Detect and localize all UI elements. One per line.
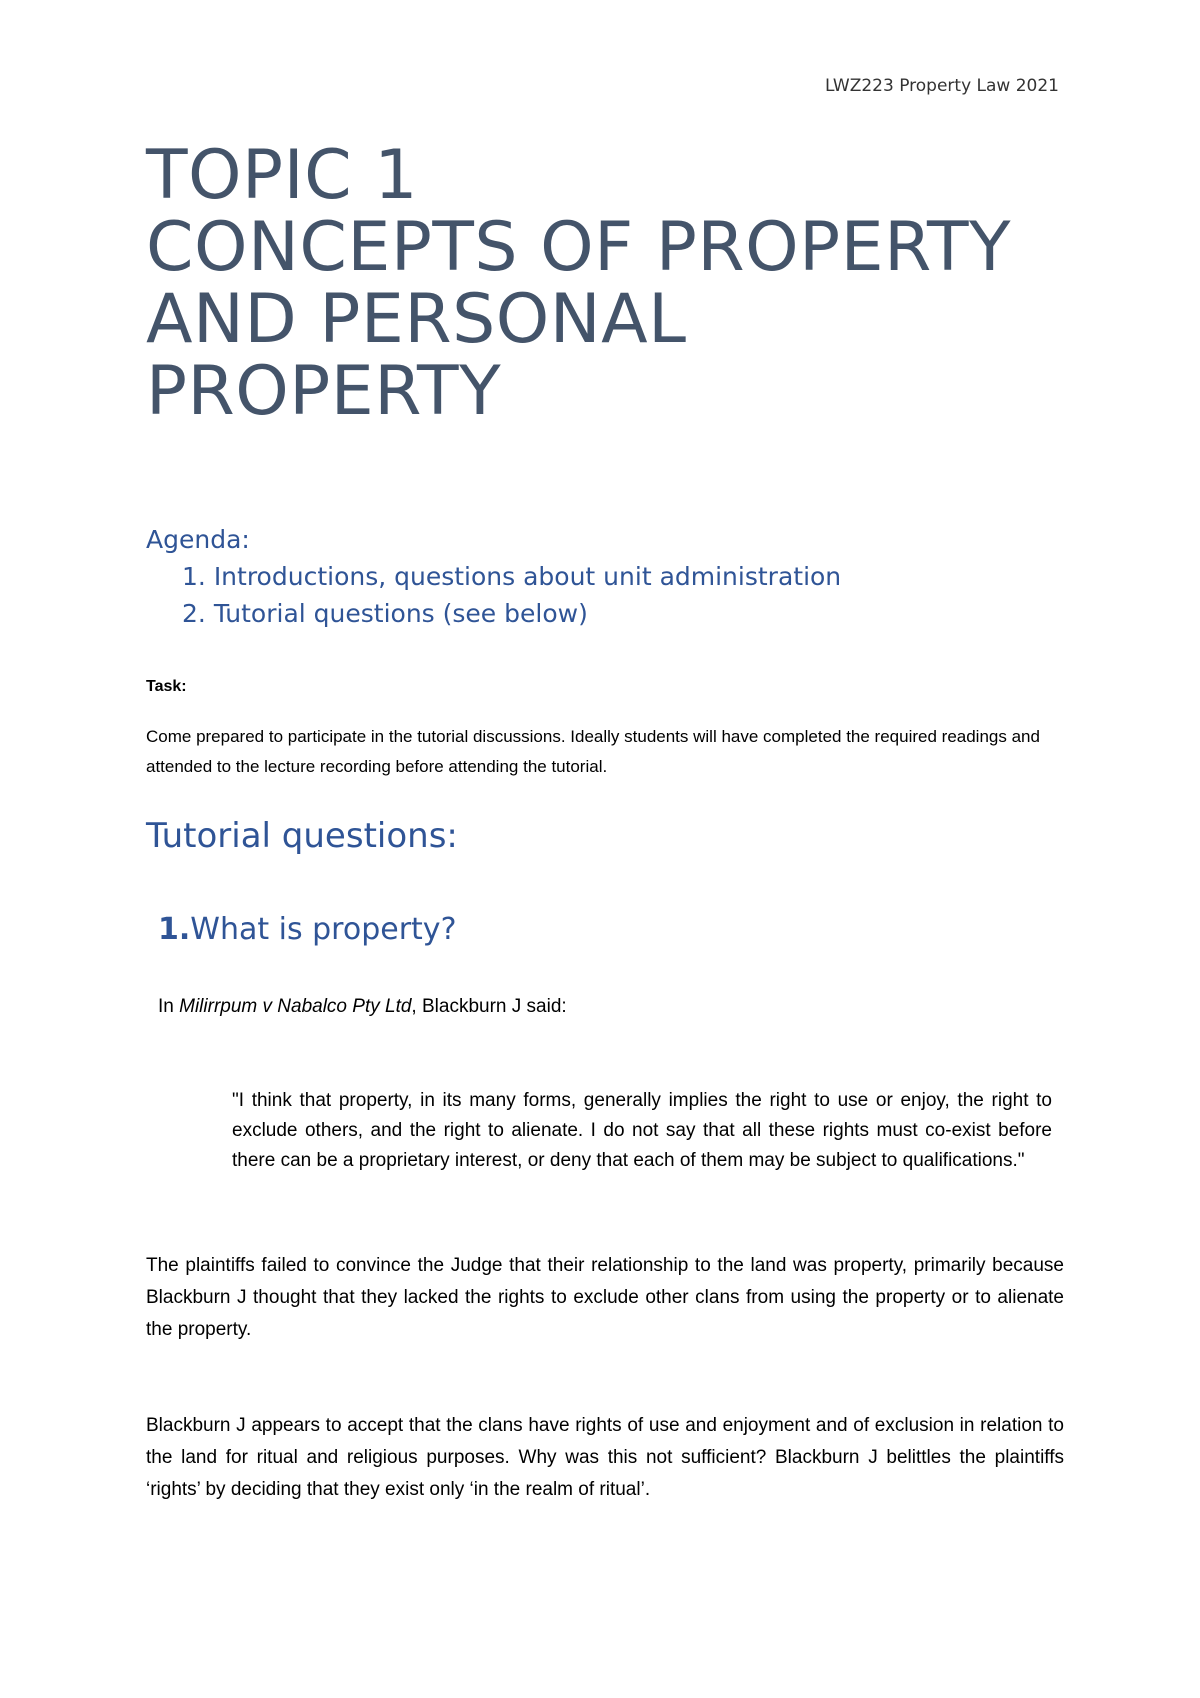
agenda-item bbox=[182, 595, 841, 632]
agenda-item-text: Tutorial questions (see below) bbox=[213, 599, 588, 628]
title-line: PROPERTY bbox=[146, 352, 502, 431]
agenda-heading: Agenda: bbox=[146, 525, 250, 554]
case-intro-prefix: In bbox=[158, 996, 180, 1017]
running-header: LWZ223 Property Law 2021 bbox=[824, 76, 1059, 96]
tutorial-questions-heading: Tutorial questions: bbox=[146, 816, 458, 856]
agenda-item-text: Introductions, questions about unit administration bbox=[213, 562, 842, 591]
agenda-item bbox=[182, 558, 841, 595]
task-label: Task: bbox=[146, 678, 187, 695]
agenda-item-number: 1. bbox=[182, 562, 206, 591]
body-paragraph: The plaintiffs failed to convince the Judge that their relationship to the land was property, primarily because Blackburn J thought that they lacked the rights to exclude other clans from using the property or to alienate the property. bbox=[146, 1255, 1064, 1340]
agenda-item-number: 2. bbox=[182, 599, 206, 628]
case-intro-suffix: , Blackburn J said: bbox=[411, 996, 567, 1017]
agenda-section bbox=[146, 522, 841, 632]
question-text: What is property? bbox=[190, 912, 457, 947]
case-intro bbox=[158, 996, 567, 1018]
case-name: Milirrpum v Nabalco Pty Ltd bbox=[179, 996, 412, 1017]
agenda-list bbox=[146, 558, 841, 632]
body-paragraph: Blackburn J appears to accept that the clans have rights of use and enjoyment and of exclusion in relation to the land for ritual and religious purposes. Why was this not sufficient? Blackburn J belittles the plaintiffs ‘rights’ by deciding that they exist only ‘in the realm of ritual’. bbox=[146, 1415, 1064, 1500]
title-line: CONCEPTS OF PROPERTY bbox=[146, 208, 1012, 287]
judgment-quote: "I think that property, in its many forms, generally implies the right to use or enjoy, the right to exclude others, and the right to alienate. I do not say that all these rights must co-exist before there can be a proprietary interest, or deny that each of them may be subject to qualifications." bbox=[232, 1090, 1052, 1171]
question-number: 1. bbox=[158, 912, 191, 947]
question-1-heading bbox=[158, 912, 457, 947]
page-title bbox=[146, 136, 1076, 431]
task-body: Come prepared to participate in the tutorial discussions. Ideally students will have completed the required readings and attended to the lecture recording before attending the tutorial. bbox=[146, 727, 1040, 776]
title-line: AND PERSONAL bbox=[146, 280, 687, 359]
title-line: TOPIC 1 bbox=[146, 136, 418, 215]
